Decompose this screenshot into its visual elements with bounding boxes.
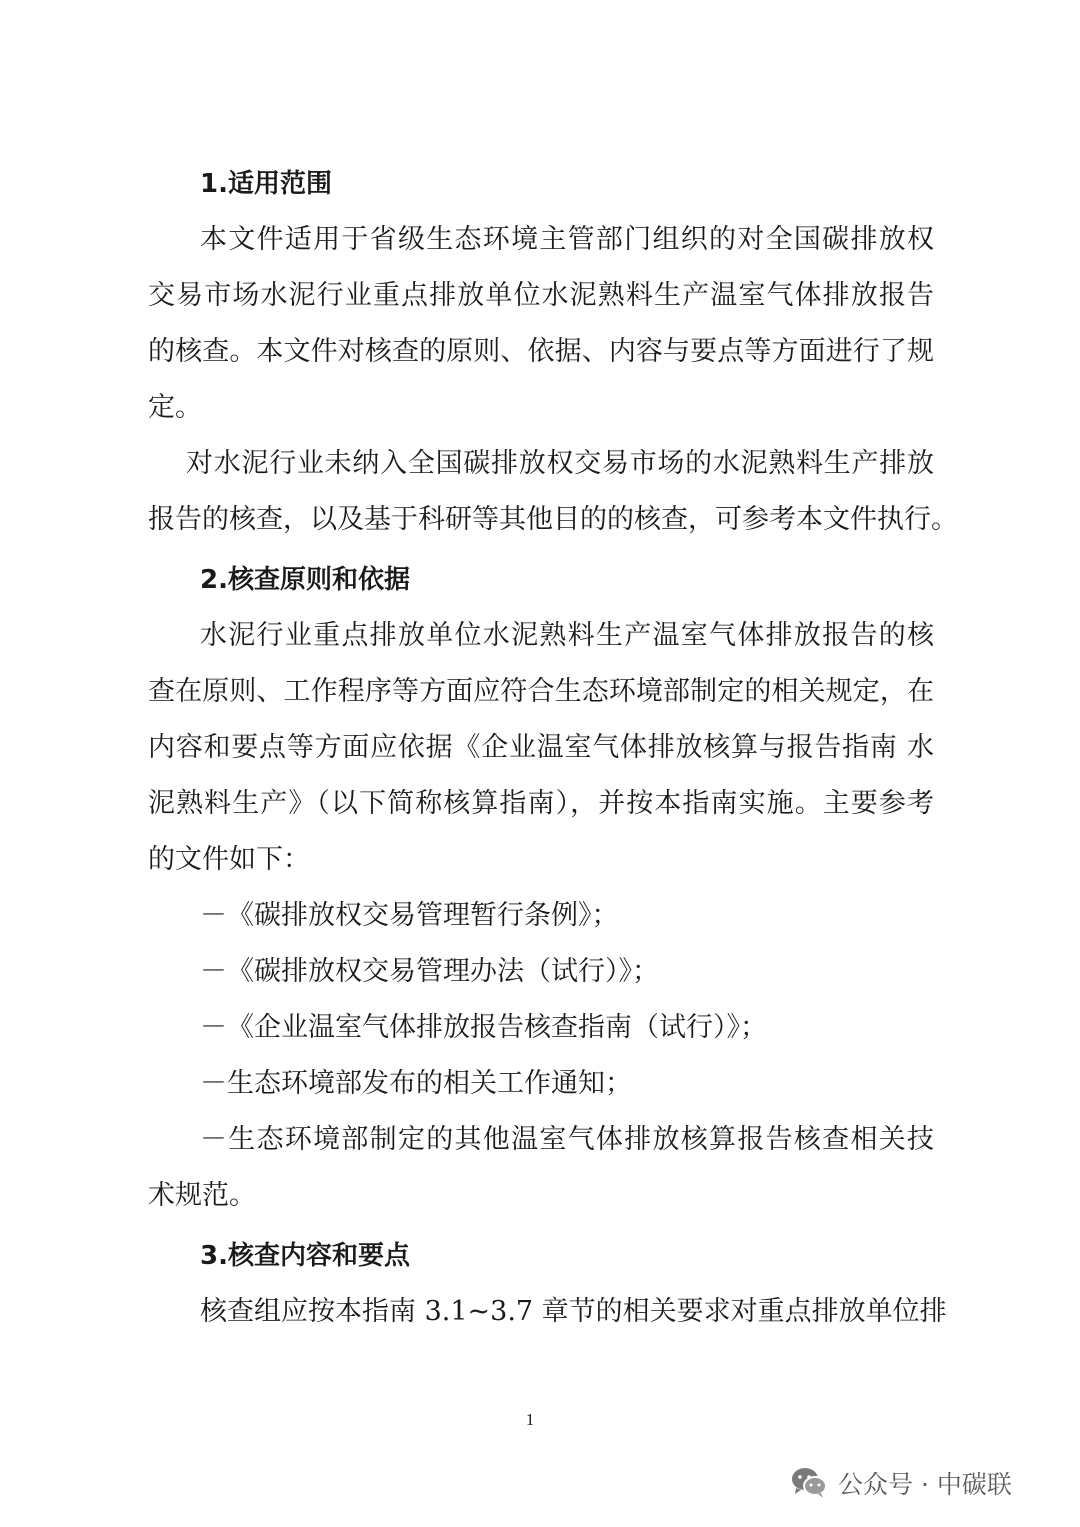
list-item: －生态环境部发布的相关工作通知； (200, 1068, 632, 1099)
list-item: －《碳排放权交易管理办法（试行）》； (200, 956, 659, 987)
section-heading-3: 3.核查内容和要点 (200, 1241, 410, 1271)
watermark (790, 1458, 1012, 1508)
paragraph-line: 对水泥行业未纳入全国碳排放权交易市场的水泥熟料生产排放 (186, 448, 934, 479)
paragraph-line: 定。 (148, 392, 202, 423)
paragraph-line: 的核查。本文件对核查的原则、依据、内容与要点等方面进行了规 (148, 336, 934, 367)
paragraph-line: 本文件适用于省级生态环境主管部门组织的对全国碳排放权 (200, 224, 934, 255)
page-number: 1 (525, 1410, 535, 1429)
paragraph-line: 交易市场水泥行业重点排放单位水泥熟料生产温室气体排放报告 (148, 280, 934, 311)
paragraph-line: 水泥行业重点排放单位水泥熟料生产温室气体排放报告的核 (200, 620, 934, 651)
list-item: －《企业温室气体排放报告核查指南（试行）》； (200, 1012, 767, 1043)
paragraph-line: 核查组应按本指南 3.1~3.7 章节的相关要求对重点排放单位排 (200, 1296, 947, 1327)
paragraph-line: 报告的核查，以及基于科研等其他目的的核查，可参考本文件执行。 (148, 504, 958, 535)
wechat-icon (790, 1466, 828, 1500)
paragraph-line: 查在原则、工作程序等方面应符合生态环境部制定的相关规定，在 (148, 676, 934, 707)
paragraph-line: 的文件如下： (148, 844, 310, 875)
section-heading-1: 1.适用范围 (200, 169, 332, 199)
list-item-continuation: 术规范。 (148, 1180, 256, 1211)
paragraph-line: 内容和要点等方面应依据《企业温室气体排放核算与报告指南 水 (148, 732, 934, 763)
paragraph-line: 泥熟料生产》（以下简称核算指南），并按本指南实施。主要参考 (148, 788, 934, 819)
watermark-text: 公众号 · 中碳联 (838, 1470, 1012, 1499)
list-item: －生态环境部制定的其他温室气体排放核算报告核查相关技 (200, 1124, 934, 1155)
list-item: －《碳排放权交易管理暂行条例》； (200, 900, 619, 931)
section-heading-2: 2.核查原则和依据 (200, 565, 410, 595)
